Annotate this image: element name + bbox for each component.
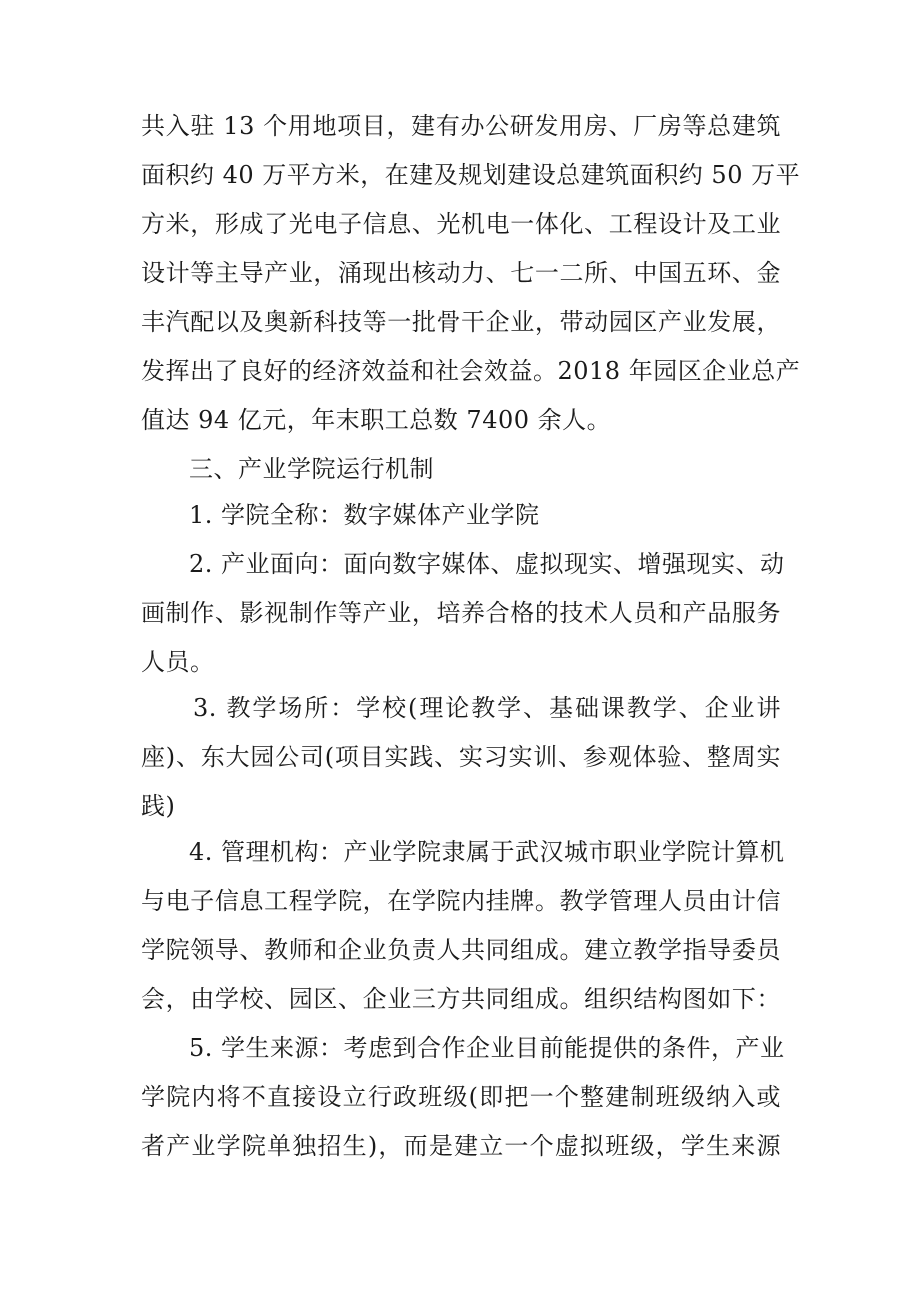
paragraph-line-1: 共入驻 13 个用地项目，建有办公研发用房、厂房等总建筑 bbox=[141, 112, 781, 140]
item-3-line-2: 座)、东大园公司(项目实践、实习实训、参观体验、整周实 bbox=[141, 743, 781, 771]
item-4-line-2: 与电子信息工程学院，在学院内挂牌。教学管理人员由计信 bbox=[141, 887, 781, 915]
item-2-line-2: 画制作、影视制作等产业，培养合格的技术人员和产品服务 bbox=[141, 599, 781, 627]
paragraph-line-4: 设计等主导产业，涌现出核动力、七一二所、中国五环、金 bbox=[141, 259, 781, 287]
item-2-line-3: 人员。 bbox=[141, 648, 215, 676]
item-4-line-1: 4. 管理机构：产业学院隶属于武汉城市职业学院计算机 bbox=[189, 838, 785, 866]
item-5-line-1: 5. 学生来源：考虑到合作企业目前能提供的条件，产业 bbox=[189, 1034, 785, 1062]
item-5-line-2: 学院内将不直接设立行政班级(即把一个整建制班级纳入或 bbox=[141, 1083, 781, 1111]
paragraph-line-6: 发挥出了良好的经济效益和社会效益。2018 年园区企业总产 bbox=[141, 357, 801, 385]
item-4-line-4: 会，由学校、园区、企业三方共同组成。组织结构图如下： bbox=[141, 985, 781, 1013]
paragraph-line-5: 丰汽配以及奥新科技等一批骨干企业，带动园区产业发展， bbox=[141, 308, 781, 336]
paragraph-line-3: 方米，形成了光电子信息、光机电一体化、工程设计及工业 bbox=[141, 210, 781, 238]
item-1-line-1: 1. 学院全称：数字媒体产业学院 bbox=[189, 501, 540, 529]
item-3-line-3: 践) bbox=[141, 792, 176, 820]
paragraph-line-7: 值达 94 亿元，年末职工总数 7400 余人。 bbox=[141, 406, 612, 434]
item-2-line-1: 2. 产业面向：面向数字媒体、虚拟现实、增强现实、动 bbox=[189, 550, 785, 578]
item-4-line-3: 学院领导、教师和企业负责人共同组成。建立教学指导委员 bbox=[141, 936, 781, 964]
item-3-line-1: 3. 教学场所：学校(理论教学、基础课教学、企业讲 bbox=[193, 694, 781, 722]
paragraph-line-2: 面积约 40 万平方米，在建及规划建设总建筑面积约 50 万平 bbox=[141, 161, 801, 189]
item-5-line-3: 者产业学院单独招生)，而是建立一个虚拟班级，学生来源 bbox=[141, 1132, 781, 1160]
section-heading: 三、产业学院运行机制 bbox=[189, 455, 434, 483]
